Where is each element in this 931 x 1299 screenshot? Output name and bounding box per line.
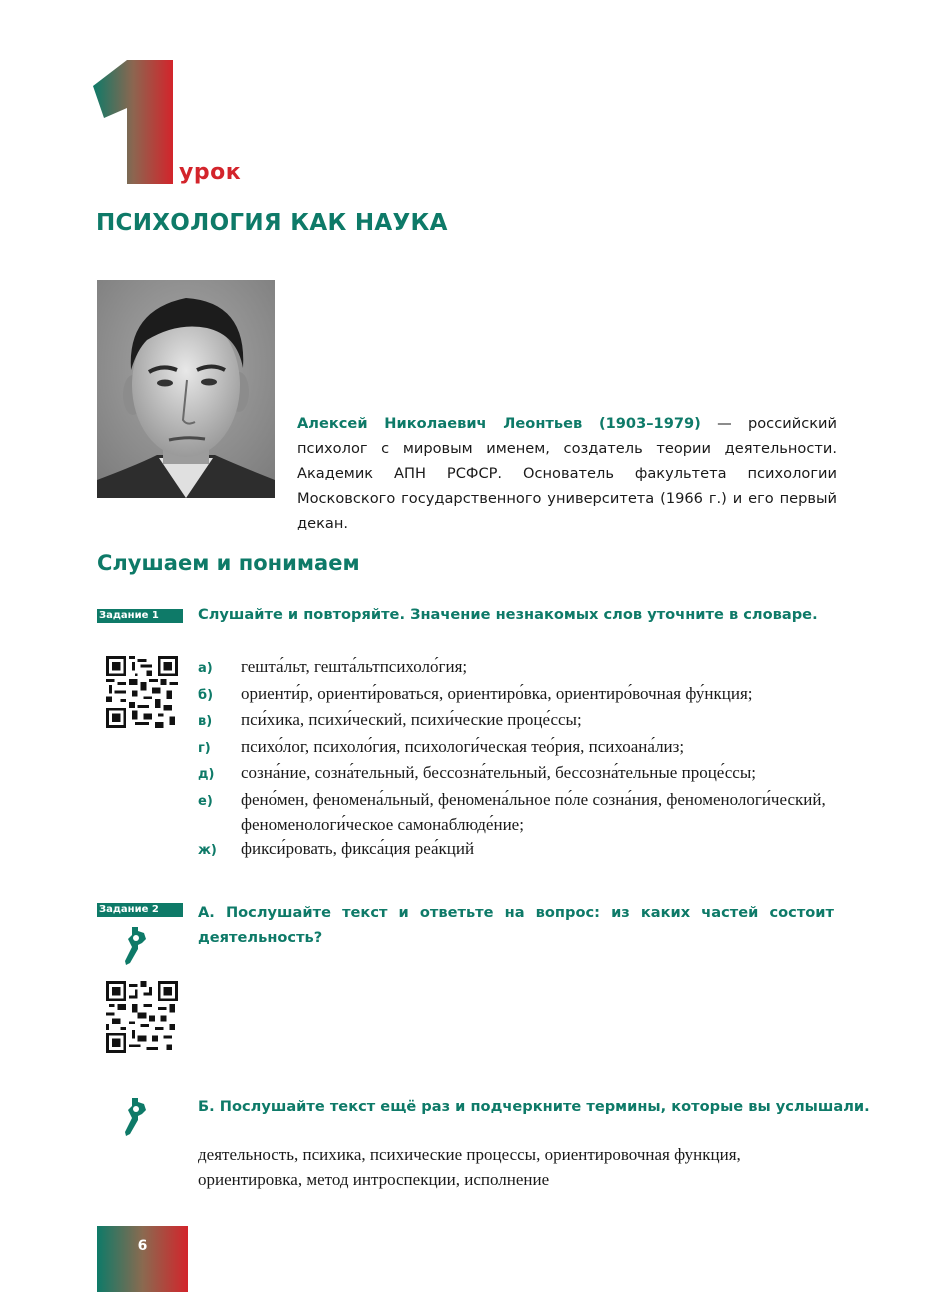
list-item: в) пси́хика, психи́ческий, психи́ческие проце́ссы; xyxy=(198,710,582,730)
list-item: е) фено́мен, феномена́льный, феномена́льное по́ле созна́ния, феноменологи́ческий, феноменологи́ческое самонаблюде́ние; xyxy=(198,789,826,834)
qr-code-icon[interactable] xyxy=(106,656,178,728)
key-icon xyxy=(124,1096,148,1138)
list-item: а) гешта́льт, гешта́льтпсихоло́гия; xyxy=(198,657,468,676)
terms-list: деятельность, психика, психические процессы, ориентировочная функция, ориентировка, метод интроспекции, исполнение xyxy=(198,1145,741,1189)
task-1-badge: Задание 1 xyxy=(97,609,183,623)
lesson-number xyxy=(92,58,182,186)
task-2a-heading: А. Послушайте текст и ответьте на вопрос: из каких частей состоит деятельность? xyxy=(198,904,834,946)
list-item: г) психо́лог, психоло́гия, психологи́ческая тео́рия, психоана́лиз; xyxy=(198,736,685,756)
key-icon xyxy=(124,925,148,967)
task-2b-heading: Б. Послушайте текст ещё раз и подчеркните термины, которые вы услышали. xyxy=(198,1098,870,1115)
section-title: Слушаем и понимаем xyxy=(97,551,360,575)
biography-name: Алексей Николаевич Леонтьев (1903–1979) xyxy=(297,415,701,432)
task-1-heading: Слушайте и повторяйте. Значение незнакомых слов уточните в словаре. xyxy=(198,606,818,623)
portrait-photo xyxy=(97,280,275,498)
biography-description: — российский психолог с мировым именем, создатель теории деятельности. Академик АПН РСФСР. Основатель факультета психологии Московского государственного университета (1966 г.) и его первый декан. xyxy=(297,415,837,532)
lesson-label: урок xyxy=(179,160,242,185)
lesson-title: ПСИХОЛОГИЯ КАК НАУКА xyxy=(96,210,448,236)
list-item: ж) фикси́ровать, фикса́ция реа́кций xyxy=(198,839,475,859)
task-2-badge: Задание 2 xyxy=(97,903,183,917)
biography-text xyxy=(297,411,837,536)
vocabulary-list xyxy=(198,655,838,864)
page-number: 6 xyxy=(97,1226,188,1292)
qr-code-icon[interactable] xyxy=(106,981,178,1053)
list-item: д) созна́ние, созна́тельный, бессозна́тельный, бессозна́тельные проце́ссы; xyxy=(198,763,756,783)
list-item: б) ориенти́р, ориенти́роваться, ориентиро́вка, ориентиро́вочная фу́нкция; xyxy=(198,683,753,703)
